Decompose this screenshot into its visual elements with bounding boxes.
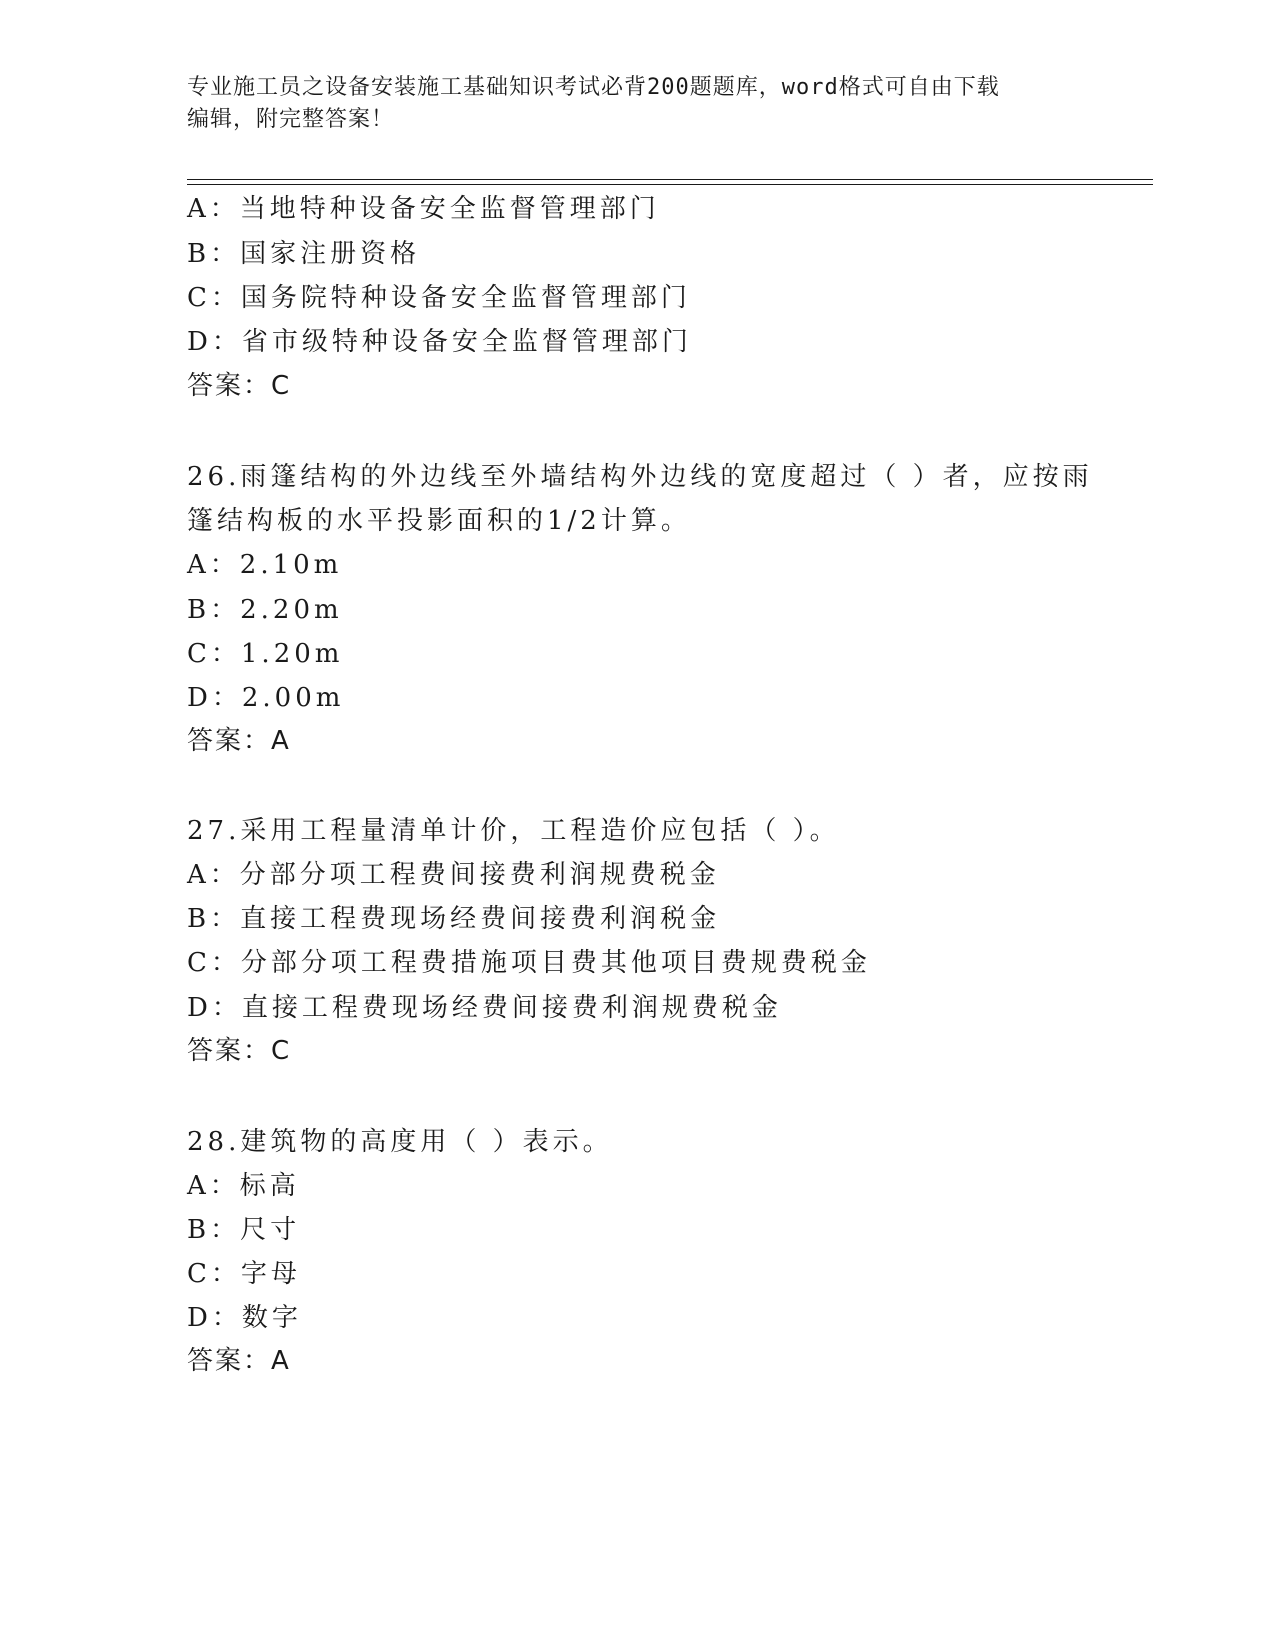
q25-option-c: C：国务院特种设备安全监督管理部门 (187, 283, 691, 313)
header-line-1: 专业施工员之设备安装施工基础知识考试必背200题题库，word格式可自由下载 (187, 75, 1000, 100)
q26-option-c: C：1.20m (187, 639, 344, 669)
q25-option-a: A：当地特种设备安全监督管理部门 (187, 194, 660, 224)
q28-stem: 28.建筑物的高度用（ ）表示。 (187, 1127, 613, 1157)
q28-answer: 答案：A (187, 1346, 291, 1376)
q28-option-a: A：标高 (187, 1171, 300, 1201)
q27-option-c: C：分部分项工程费措施项目费其他项目费规费税金 (187, 948, 871, 978)
q27-option-a: A：分部分项工程费间接费利润规费税金 (187, 860, 720, 890)
q26-option-b: B：2.20m (187, 595, 343, 625)
q26-option-a: A：2.10m (187, 550, 343, 580)
q28-option-d: D：数字 (187, 1303, 302, 1333)
q28-option-b: B：尺寸 (187, 1215, 301, 1245)
header-divider-bottom (187, 184, 1153, 185)
q27-option-b: B：直接工程费现场经费间接费利润税金 (187, 904, 721, 934)
q25-option-d: D：省市级特种设备安全监督管理部门 (187, 327, 692, 357)
q27-answer: 答案：C (187, 1036, 292, 1066)
q28-option-c: C：字母 (187, 1259, 301, 1289)
q27-option-d: D：直接工程费现场经费间接费利润规费税金 (187, 993, 782, 1023)
q25-option-b: B：国家注册资格 (187, 239, 421, 269)
header-line-2: 编辑，附完整答案！ (187, 107, 395, 132)
header-divider-top (187, 179, 1153, 180)
document-header (187, 72, 1087, 136)
q26-stem-line-2: 篷结构板的水平投影面积的1/2计算。 (187, 506, 691, 536)
q25-answer: 答案：C (187, 371, 292, 401)
q27-stem: 27.采用工程量清单计价，工程造价应包括（ ）。 (187, 816, 840, 846)
q26-option-d: D：2.00m (187, 683, 345, 713)
q26-stem-line-1: 26.雨篷结构的外边线至外墙结构外边线的宽度超过（ ）者，应按雨 (187, 462, 1093, 492)
q26-answer: 答案：A (187, 726, 291, 756)
